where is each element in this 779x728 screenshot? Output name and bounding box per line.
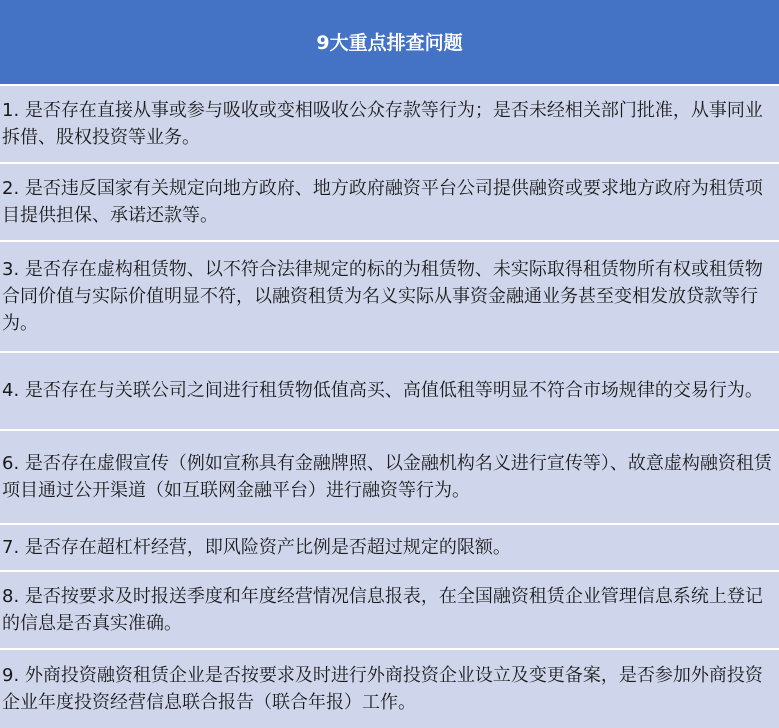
row-text: 2. 是否违反国家有关规定向地方政府、地方政府融资平台公司提供融资或要求地方政府为租赁项目提供担保、承诺还款等。 [2, 177, 763, 226]
table-row [0, 431, 779, 523]
table-header [0, 0, 779, 84]
row-text: 3. 是否存在虚构租赁物、以不符合法律规定的标的为租赁物、未实际取得租赁物所有权或租赁物合同价值与实际价值明显不符，以融资租赁为名义实际从事资金融通业务甚至变相发放贷款等行为。 [2, 259, 763, 335]
table-row [0, 164, 779, 241]
row-text: 1. 是否存在直接从事或参与吸收或变相吸收公众存款等行为；是否未经相关部门批准，从事同业拆借、股权投资等业务。 [2, 99, 763, 148]
row-text: 9. 外商投资融资租赁企业是否按要求及时进行外商投资企业设立及变更备案，是否参加外商投资企业年度投资经营信息联合报告（联合年报）工作。 [2, 665, 763, 714]
row-text: 7. 是否存在超杠杆经营，即风险资产比例是否超过规定的限额。 [2, 536, 511, 558]
table-row [0, 242, 779, 351]
table-row [0, 650, 779, 728]
table-row [0, 86, 779, 162]
table-title: 9大重点排查问题 [316, 32, 463, 55]
row-text: 6. 是否存在虚假宣传（例如宣称具有金融牌照、以金融机构名义进行宣传等）、故意虚构融资租赁项目通过公开渠道（如互联网金融平台）进行融资等行为。 [2, 452, 772, 501]
table-row [0, 353, 779, 429]
table-row [0, 525, 779, 571]
table-row [0, 572, 779, 648]
row-text: 8. 是否按要求及时报送季度和年度经营情况信息报表，在全国融资租赁企业管理信息系统上登记的信息是否真实准确。 [2, 586, 763, 635]
row-text: 4. 是否存在与关联公司之间进行租赁物低值高买、高值低租等明显不符合市场规律的交易行为。 [2, 380, 763, 402]
